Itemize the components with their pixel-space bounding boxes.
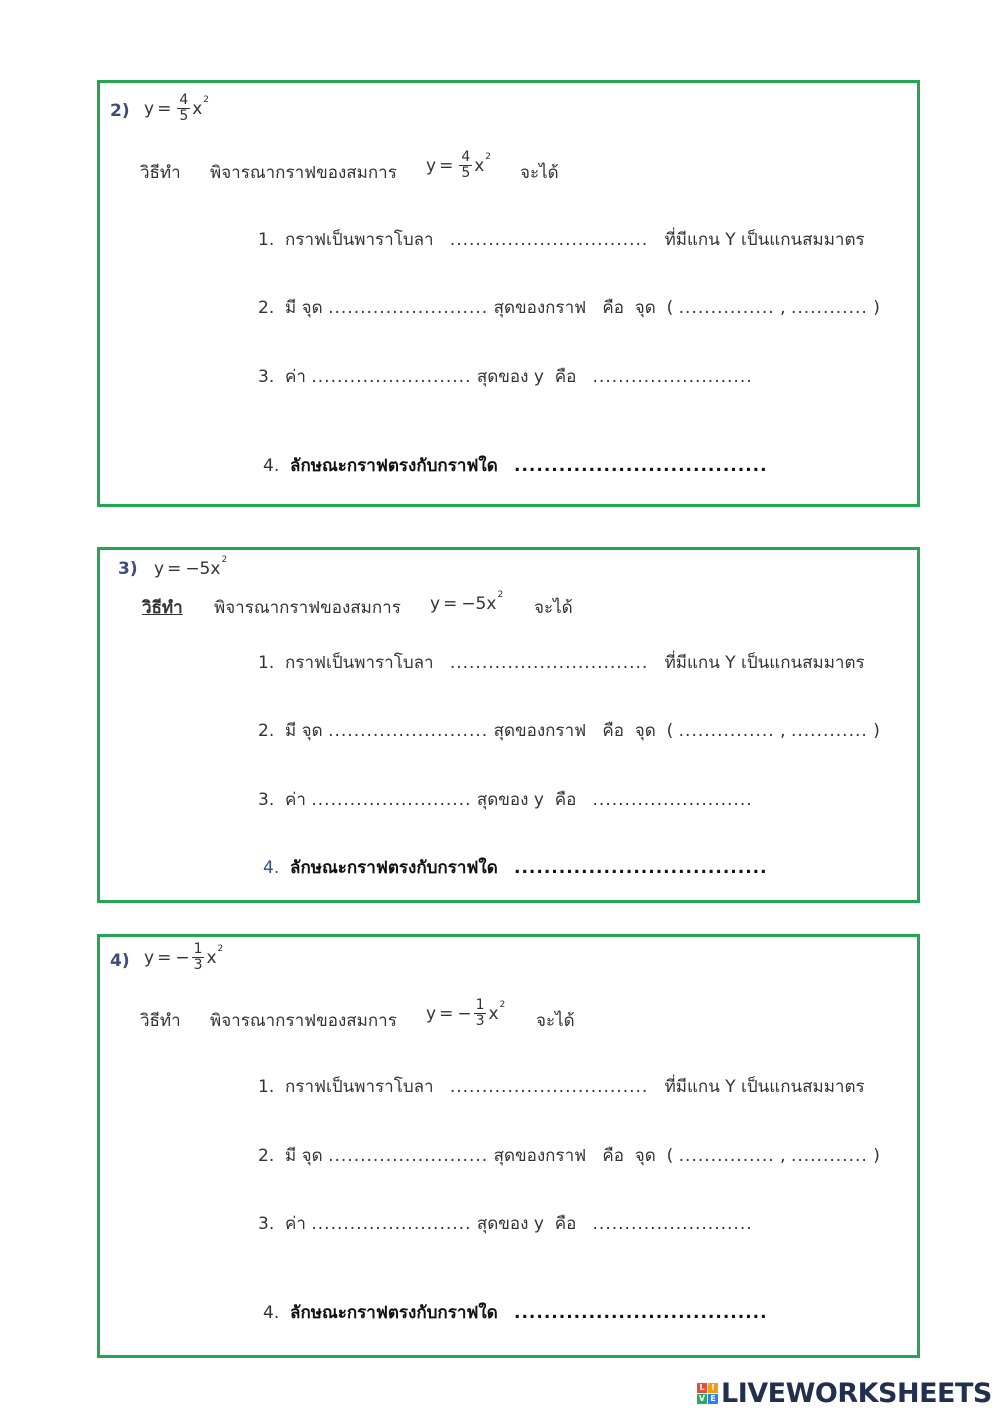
eq-lhs: y	[154, 559, 165, 579]
comma: ,	[780, 721, 786, 741]
exercise-4-box	[97, 934, 920, 1358]
eq-exponent: 2	[499, 999, 506, 1010]
eq-exponent: 2	[497, 590, 504, 600]
logo-mark-letter: V	[698, 1394, 706, 1403]
eq-exponent: 2	[485, 151, 492, 162]
item-3	[258, 363, 753, 390]
item-text: กราฟเป็นพาราโบลา	[285, 653, 434, 673]
item-tail: ที่มีแกน Y เป็นแกนสมมาตร	[664, 1077, 865, 1097]
item-tail: ที่มีแกน Y เป็นแกนสมมาตร	[664, 653, 865, 673]
answer-blank[interactable]: ............	[790, 721, 868, 741]
exercise-equation	[144, 93, 209, 124]
eq-lhs: y	[144, 98, 155, 119]
answer-blank[interactable]: ...............	[678, 721, 775, 741]
paren-close: )	[873, 1146, 880, 1166]
item-number: 4.	[263, 456, 280, 476]
eq-op: =	[157, 98, 172, 119]
answer-blank[interactable]: ..................................	[514, 858, 768, 878]
logo-text: LIVEWORKSHEETS	[721, 1377, 992, 1409]
eq-var: x	[486, 594, 497, 614]
consider-text: พิจารณากราฟของสมการ	[210, 163, 397, 183]
eq-lhs: y	[144, 947, 155, 968]
answer-blank[interactable]: ..................................	[514, 1303, 768, 1323]
answer-blank[interactable]: .........................	[328, 721, 489, 741]
eq-fraction	[192, 942, 205, 973]
item-number: 1.	[258, 230, 275, 250]
paren-close: )	[873, 721, 880, 741]
answer-blank[interactable]: .........................	[311, 1214, 472, 1234]
exercise-3-box	[97, 547, 920, 903]
item-text: จุด	[634, 1146, 656, 1166]
eq-exponent: 2	[221, 555, 228, 565]
eq-op: =	[157, 947, 172, 968]
logo-mark-letter: L	[697, 1383, 707, 1393]
item-3	[258, 786, 753, 813]
eq-coefficient: −5	[461, 594, 487, 614]
eq-var: x	[488, 1003, 499, 1024]
item-text: คือ	[554, 367, 577, 387]
item-text: คือ	[602, 1146, 624, 1166]
method-label: วิธีทำ	[142, 598, 183, 618]
item-text: สุดของกราฟ	[493, 1146, 587, 1166]
item-number: 2.	[258, 1146, 275, 1166]
method-label: วิธีทำ	[140, 1011, 181, 1031]
answer-blank[interactable]: ............	[790, 1146, 868, 1166]
eq-denominator: 5	[461, 165, 471, 181]
eq-exponent: 2	[217, 943, 224, 954]
eq-fraction	[177, 93, 190, 124]
eq-op: =	[439, 155, 454, 176]
eq-sign: −	[175, 947, 190, 968]
item-text: คือ	[602, 721, 624, 741]
consider-text: พิจารณากราฟของสมการ	[210, 1011, 397, 1031]
eq-exponent: 2	[203, 94, 210, 105]
exercise-2-box	[97, 80, 920, 507]
item-text: สุดของ y	[476, 790, 544, 810]
answer-blank[interactable]: .........................	[592, 790, 753, 810]
item-text: สุดของกราฟ	[493, 298, 587, 318]
consider-equation	[426, 150, 491, 181]
item-number: 4.	[263, 858, 280, 878]
result-text: จะได้	[534, 598, 573, 618]
answer-blank[interactable]: .........................	[311, 367, 472, 387]
item-text: สุดของ y	[476, 1214, 544, 1234]
item-text: จุด	[634, 298, 656, 318]
item-text: ค่า	[285, 1214, 306, 1234]
result-text: จะได้	[536, 1011, 575, 1031]
answer-blank[interactable]: ..................................	[514, 456, 768, 476]
item-4	[263, 1299, 768, 1326]
item-text: คือ	[602, 298, 624, 318]
consider-equation	[430, 590, 504, 614]
eq-fraction	[459, 150, 472, 181]
eq-numerator: 4	[461, 149, 471, 165]
item-text: คือ	[554, 790, 577, 810]
consider-equation	[426, 998, 505, 1029]
eq-op: =	[167, 559, 182, 579]
paren-open: (	[666, 298, 674, 318]
item-text: ลักษณะกราฟตรงกับกราฟใด	[290, 456, 498, 476]
item-1	[258, 226, 865, 253]
item-1	[258, 1073, 865, 1100]
item-number: 3.	[258, 790, 275, 810]
item-number: 4.	[263, 1303, 280, 1323]
item-4	[263, 452, 768, 479]
eq-denominator: 3	[193, 957, 203, 973]
logo-mark-letter: E	[708, 1394, 718, 1404]
item-text: สุดของกราฟ	[493, 721, 587, 741]
item-text: กราฟเป็นพาราโบลา	[285, 230, 434, 250]
eq-lhs: y	[426, 155, 437, 176]
item-text: ลักษณะกราฟตรงกับกราฟใด	[290, 858, 498, 878]
item-tail: ที่มีแกน Y เป็นแกนสมมาตร	[664, 230, 865, 250]
logo-mark-letter: I	[708, 1383, 718, 1393]
item-text: มี จุด	[285, 298, 323, 318]
item-text: ลักษณะกราฟตรงกับกราฟใด	[290, 1303, 498, 1323]
eq-numerator: 4	[179, 92, 189, 108]
eq-numerator: 1	[475, 997, 485, 1013]
answer-blank[interactable]: .........................	[328, 298, 489, 318]
eq-coefficient: −5	[185, 559, 211, 579]
item-number: 2.	[258, 298, 275, 318]
exercise-equation	[144, 942, 223, 973]
result-text: จะได้	[520, 163, 559, 183]
item-text: ค่า	[285, 367, 306, 387]
item-number: 2.	[258, 721, 275, 741]
eq-var: x	[210, 559, 221, 579]
answer-blank[interactable]: ...............	[678, 1146, 775, 1166]
answer-blank[interactable]: ...............................	[449, 230, 649, 250]
answer-blank[interactable]: .........................	[328, 1146, 489, 1166]
item-text: สุดของ y	[476, 367, 544, 387]
eq-numerator: 1	[193, 941, 203, 957]
item-number: 1.	[258, 1077, 275, 1097]
eq-lhs: y	[430, 594, 441, 614]
answer-blank[interactable]: ............	[790, 298, 868, 318]
item-3	[258, 1210, 753, 1237]
logo-mark-icon	[697, 1383, 718, 1404]
item-1	[258, 649, 865, 676]
exercise-number: 4)	[110, 951, 130, 971]
eq-var: x	[192, 98, 203, 119]
eq-denominator: 5	[179, 108, 189, 124]
answer-blank[interactable]: .........................	[592, 1214, 753, 1234]
item-text: มี จุด	[285, 1146, 323, 1166]
answer-blank[interactable]: ...............................	[449, 1077, 649, 1097]
item-2	[258, 717, 880, 744]
eq-var: x	[206, 947, 217, 968]
exercise-equation	[154, 555, 228, 579]
consider-text: พิจารณากราฟของสมการ	[214, 598, 401, 618]
eq-fraction	[474, 998, 487, 1029]
exercise-number: 2)	[110, 101, 130, 121]
eq-denominator: 3	[475, 1013, 485, 1029]
answer-blank[interactable]: .........................	[592, 367, 753, 387]
item-text: จุด	[634, 721, 656, 741]
item-number: 3.	[258, 367, 275, 387]
method-label: วิธีทำ	[140, 163, 181, 183]
answer-blank[interactable]: .........................	[311, 790, 472, 810]
comma: ,	[780, 1146, 786, 1166]
item-2	[258, 294, 880, 321]
paren-close: )	[873, 298, 880, 318]
exercise-number: 3)	[118, 559, 138, 579]
liveworksheets-logo	[697, 1378, 992, 1408]
item-4	[263, 854, 768, 881]
item-number: 1.	[258, 653, 275, 673]
item-text: คือ	[554, 1214, 577, 1234]
answer-blank[interactable]: ...............	[678, 298, 775, 318]
paren-open: (	[666, 721, 674, 741]
item-text: ค่า	[285, 790, 306, 810]
comma: ,	[780, 298, 786, 318]
item-number: 3.	[258, 1214, 275, 1234]
eq-op: =	[443, 594, 458, 614]
item-2	[258, 1142, 880, 1169]
eq-lhs: y	[426, 1003, 437, 1024]
eq-sign: −	[457, 1003, 472, 1024]
answer-blank[interactable]: ...............................	[449, 653, 649, 673]
eq-op: =	[439, 1003, 454, 1024]
item-text: มี จุด	[285, 721, 323, 741]
item-text: กราฟเป็นพาราโบลา	[285, 1077, 434, 1097]
eq-var: x	[474, 155, 485, 176]
paren-open: (	[666, 1146, 674, 1166]
